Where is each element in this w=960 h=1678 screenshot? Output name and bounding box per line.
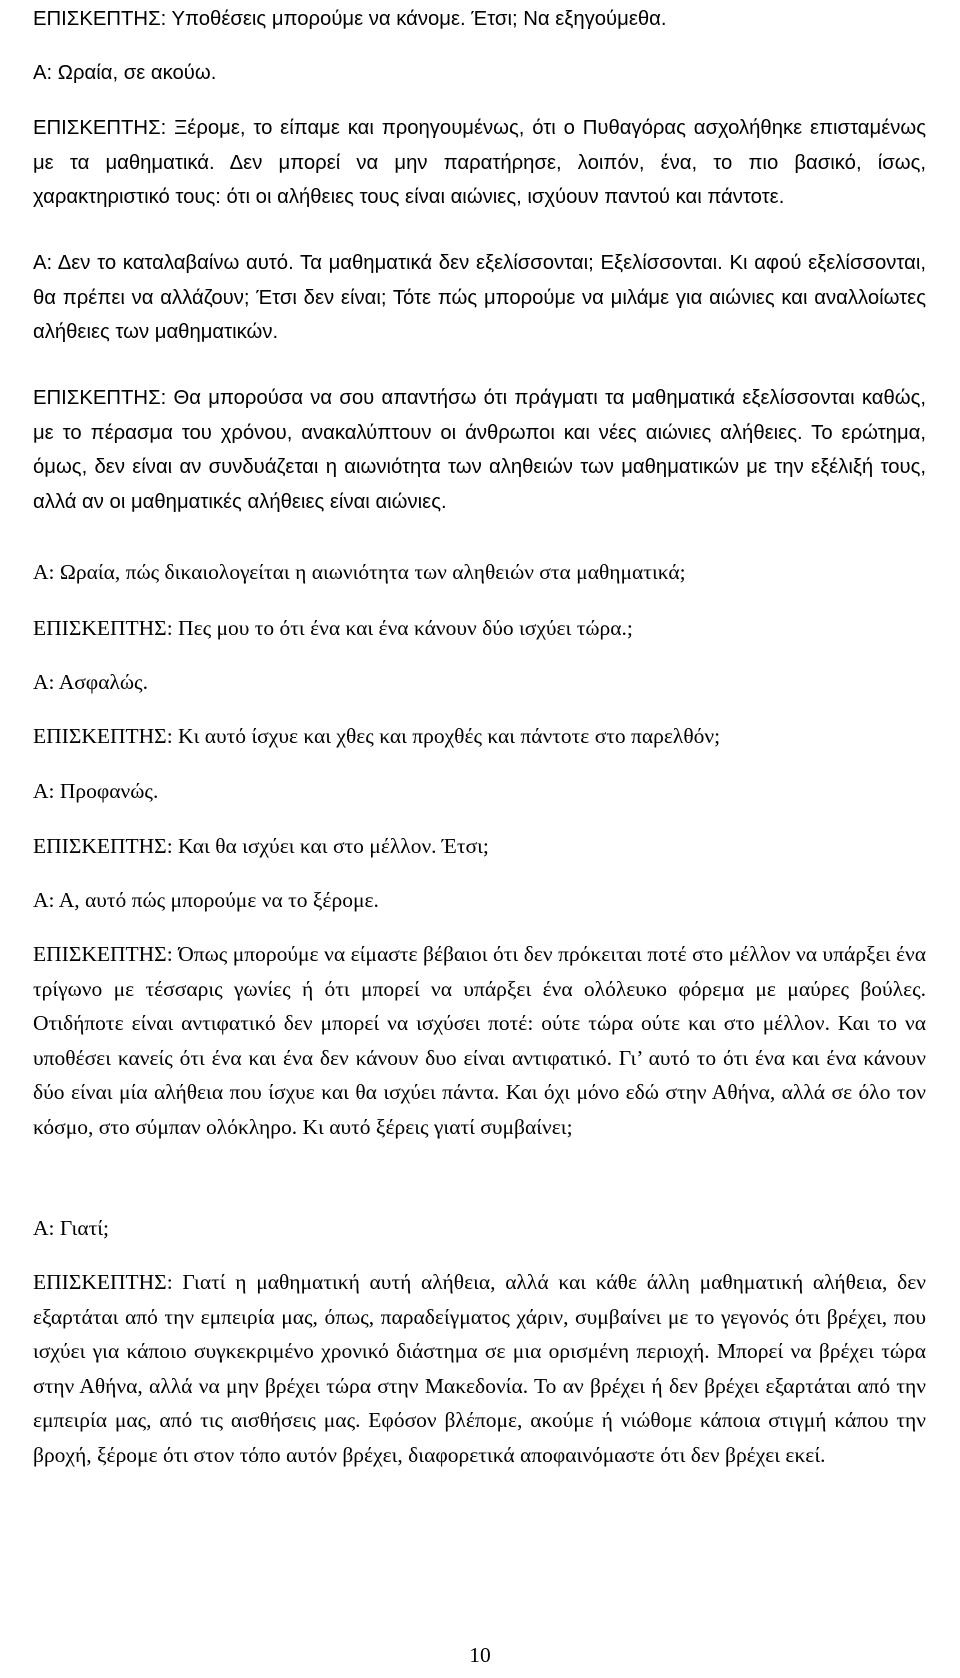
paragraph-visitor-4: ΕΠΙΣΚΕΠΤΗΣ: Πες μου το ότι ένα και ένα κάνουν δύο ισχύει τώρα.; <box>33 616 633 640</box>
paragraph-visitor-8: ΕΠΙΣΚΕΠΤΗΣ: Γιατί η μαθηματική αυτή αλήθεια, αλλά και κάθε άλλη μαθηματική αλήθεια, δεν εξαρτάται από την εμπειρία μας, όπως, παραδείγματος χάριν, συμβαίνει με το γεγονός ότι βρέχει, που ισχύει για κάποιο συγκεκριμένο χρονικό διάστημα σε μια ορισμένη περιοχή. Μπορεί να βρέχει τώρα στην Αθήνα, αλλά να μην βρέχει τώρα στην Μακεδονία. Το αν βρέχει ή δεν βρέχει εξαρτάται από την εμπειρία μας, από τις αισθήσεις μας. Εφόσον βλέπομε, ακούμε ή νιώθομε κάποια στιγμή κάπου την βροχή, ξέρομε ότι στον τόπο αυτόν βρέχει, διαφορετικά αποφαινόμαστε ότι δεν βρέχει εκεί. <box>33 1270 926 1467</box>
paragraph-visitor-2: ΕΠΙΣΚΕΠΤΗΣ: Ξέρομε, το είπαμε και προηγουμένως, ότι ο Πυθαγόρας ασχολήθηκε επισταμένως με τα μαθηματικά. Δεν μπορεί να μην παρατήρησε, λοιπόν, ένα, το πιο βασικό, ίσως, χαρακτηριστικό τους: ότι οι αλήθειες τους είναι αιώνιες, ισχύουν παντού και πάντοτε. <box>33 117 926 208</box>
page-number: 10 <box>469 1643 491 1667</box>
paragraph-a-3: Α: Ωραία, πώς δικαιολογείται η αιωνιότητα των αληθειών στα μαθηματικά; <box>33 560 686 584</box>
paragraph-a-2: Α: Δεν το καταλαβαίνω αυτό. Τα μαθηματικά δεν εξελίσσονται; Εξελίσσονται. Κι αφού εξελίσσονται, θα πρέπει να αλλάζουν; Έτσι δεν είναι; Τότε πώς μπορούμε να μιλάμε για αιώνιες και αναλλοίωτες αλήθειες των μαθηματικών. <box>33 252 926 343</box>
paragraph-visitor-5: ΕΠΙΣΚΕΠΤΗΣ: Κι αυτό ίσχυε και χθες και προχθές και πάντοτε στο παρελθόν; <box>33 724 721 748</box>
paragraph-visitor-6: ΕΠΙΣΚΕΠΤΗΣ: Και θα ισχύει και στο μέλλον. Έτσι; <box>33 834 489 858</box>
paragraph-a-4: Α: Ασφαλώς. <box>33 670 148 694</box>
paragraph-visitor-3: ΕΠΙΣΚΕΠΤΗΣ: Θα μπορούσα να σου απαντήσω ότι πράγματι τα μαθηματικά εξελίσσονται καθώς, με το πέρασμα του χρόνου, ανακαλύπτουν οι άνθρωποι και νέες αιώνιες αλήθειες. Το ερώτημα, όμως, δεν είναι αν συνδυάζεται η αιωνιότητα των αληθειών των μαθηματικών με την εξέλιξή τους, αλλά αν οι μαθηματικές αλήθειες είναι αιώνιες. <box>33 387 926 513</box>
paragraph-a-6: Α: Α, αυτό πώς μπορούμε να το ξέρομε. <box>33 888 379 912</box>
paragraph-a-5: Α: Προφανώς. <box>33 779 159 803</box>
paragraph-visitor-7: ΕΠΙΣΚΕΠΤΗΣ: Όπως μπορούμε να είμαστε βέβαιοι ότι δεν πρόκειται ποτέ στο μέλλον να υπάρξει ένα τρίγωνο με τέσσαρις γωνίες ή ότι μπορεί να υπάρξει ένα ολόλευκο φόρεμα με μαύρες βούλες. Οτιδήποτε είναι αντιφατικό δεν μπορεί να ισχύσει ποτέ: ούτε τώρα ούτε και στο μέλλον. Και το να υποθέσει κανείς ότι ένα και ένα δεν κάνουν δυο είναι αντιφατικό. Γι’ αυτό το ότι ένα και ένα κάνουν δύο είναι μία αλήθεια που ίσχυε και θα ισχύει πάντα. Και όχι μόνο εδώ στην Αθήνα, αλλά σε όλο τον κόσμο, στο σύμπαν ολόκληρο. Κι αυτό ξέρεις γιατί συμβαίνει; <box>33 942 926 1139</box>
paragraph-visitor-1: ΕΠΙΣΚΕΠΤΗΣ: Υποθέσεις μπορούμε να κάνομε. Έτσι; Να εξηγούμεθα. <box>33 8 667 30</box>
paragraph-a-1: Α: Ωραία, σε ακούω. <box>33 62 217 84</box>
paragraph-a-7: Α: Γιατί; <box>33 1216 109 1240</box>
